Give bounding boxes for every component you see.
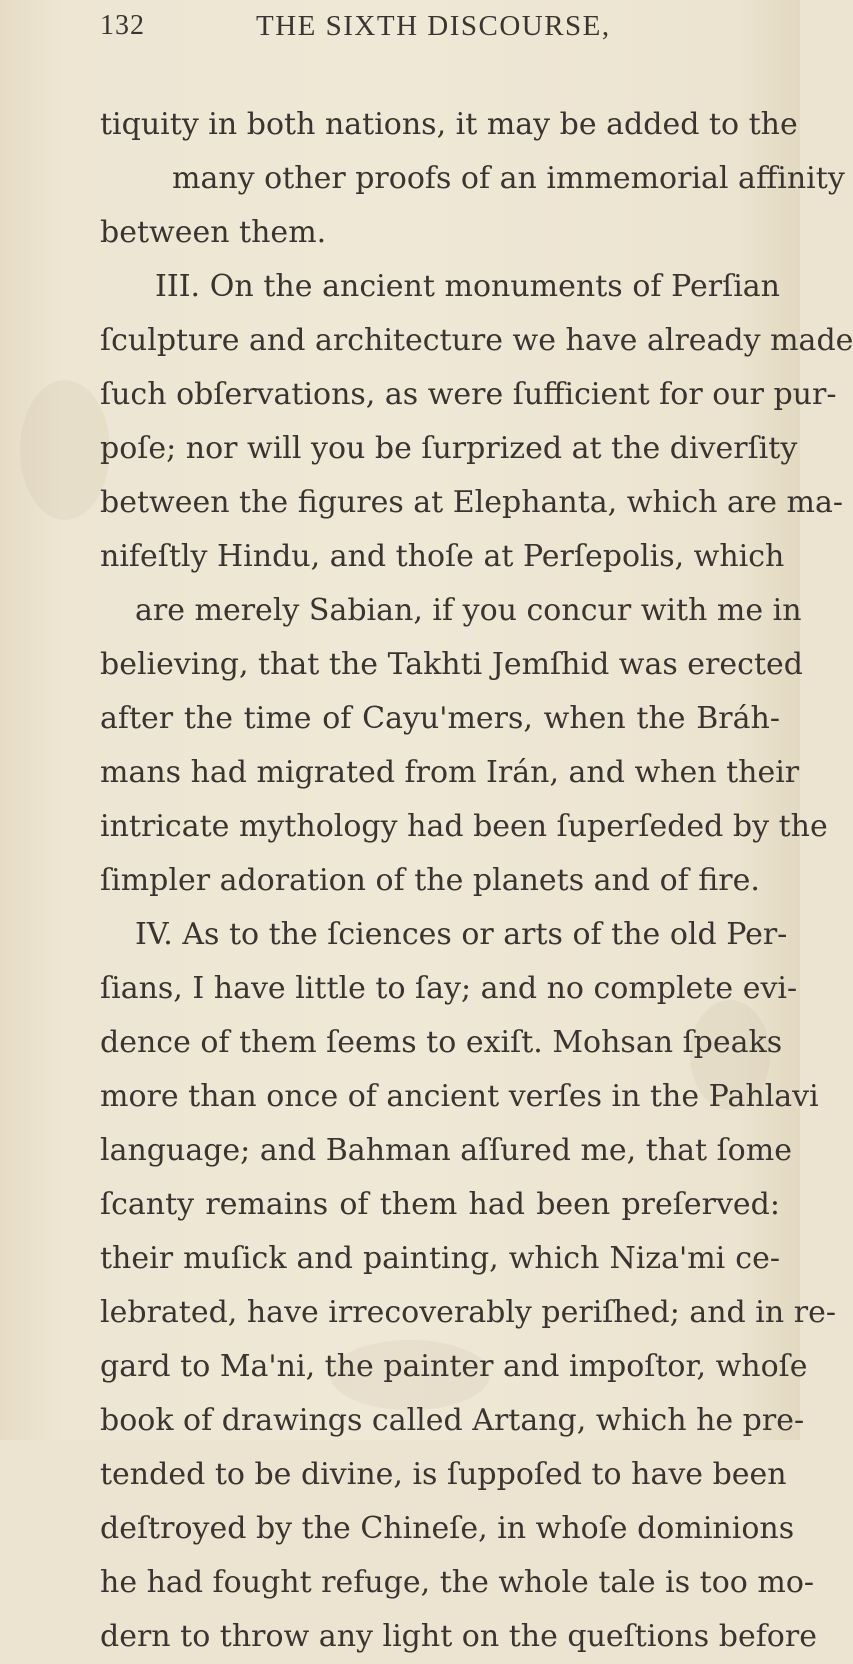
text-line: poſe; nor will you be ſurprized at the diverſity bbox=[100, 431, 798, 466]
text-line: mans had migrated from Irán, and when their bbox=[100, 755, 800, 790]
text-line: between them. bbox=[100, 215, 327, 250]
text-line: many other proofs of an immemorial affinity bbox=[172, 161, 845, 196]
text-line: dence of them ſeems to exiſt. Mohsan ſpeaks bbox=[100, 1025, 783, 1060]
text-line: dern to throw any light on the queſtions before bbox=[100, 1619, 817, 1654]
text-line: tiquity in both nations, it may be added to the bbox=[100, 107, 798, 142]
text-line: gard to Ma'ni, the painter and impoſtor, whoſe bbox=[100, 1349, 808, 1384]
text-line: III. On the ancient monuments of Perſian bbox=[155, 269, 780, 304]
running-head: THE SIXTH DISCOURSE, bbox=[256, 10, 611, 42]
text-line: book of drawings called Artang, which he pre- bbox=[100, 1403, 805, 1438]
text-line: more than once of ancient verſes in the Pahlavi bbox=[100, 1079, 819, 1114]
text-line: between the figures at Elephanta, which are ma- bbox=[100, 485, 843, 520]
text-line: language; and Bahman aſſured me, that ſome bbox=[100, 1133, 792, 1168]
text-line: believing, that the Takhti Jemſhid was erected bbox=[100, 647, 803, 682]
text-line: IV. As to the ſciences or arts of the old Per- bbox=[135, 917, 788, 952]
page-header bbox=[0, 10, 800, 60]
text-line: ſuch obſervations, as were ſufficient for our pur- bbox=[100, 377, 837, 412]
page-number: 132 bbox=[100, 10, 145, 41]
text-line: after the time of Cayu'mers, when the Bráh- bbox=[100, 701, 780, 736]
text-line: he had fought refuge, the whole tale is too mo- bbox=[100, 1565, 815, 1600]
text-line: lebrated, have irrecoverably periſhed; and in re- bbox=[100, 1295, 836, 1330]
text-line: ſians, I have little to ſay; and no complete evi- bbox=[100, 971, 798, 1006]
body-text bbox=[100, 98, 853, 1664]
text-line: deſtroyed by the Chineſe, in whoſe dominions bbox=[100, 1511, 795, 1546]
text-line: are merely Sabian, if you concur with me in bbox=[135, 593, 802, 628]
text-line: ſcanty remains of them had been preſerved: bbox=[100, 1187, 780, 1222]
paper-stain bbox=[20, 380, 110, 520]
text-line: ſculpture and architecture we have already made bbox=[100, 323, 853, 358]
text-line: intricate mythology had been ſuperſeded by the bbox=[100, 809, 828, 844]
text-line: ſimpler adoration of the planets and of fire. bbox=[100, 863, 760, 898]
text-line: nifeſtly Hindu, and thoſe at Perſepolis, which bbox=[100, 539, 785, 574]
text-line: their muſick and painting, which Niza'mi ce- bbox=[100, 1241, 780, 1276]
text-line: tended to be divine, is ſuppoſed to have been bbox=[100, 1457, 787, 1492]
